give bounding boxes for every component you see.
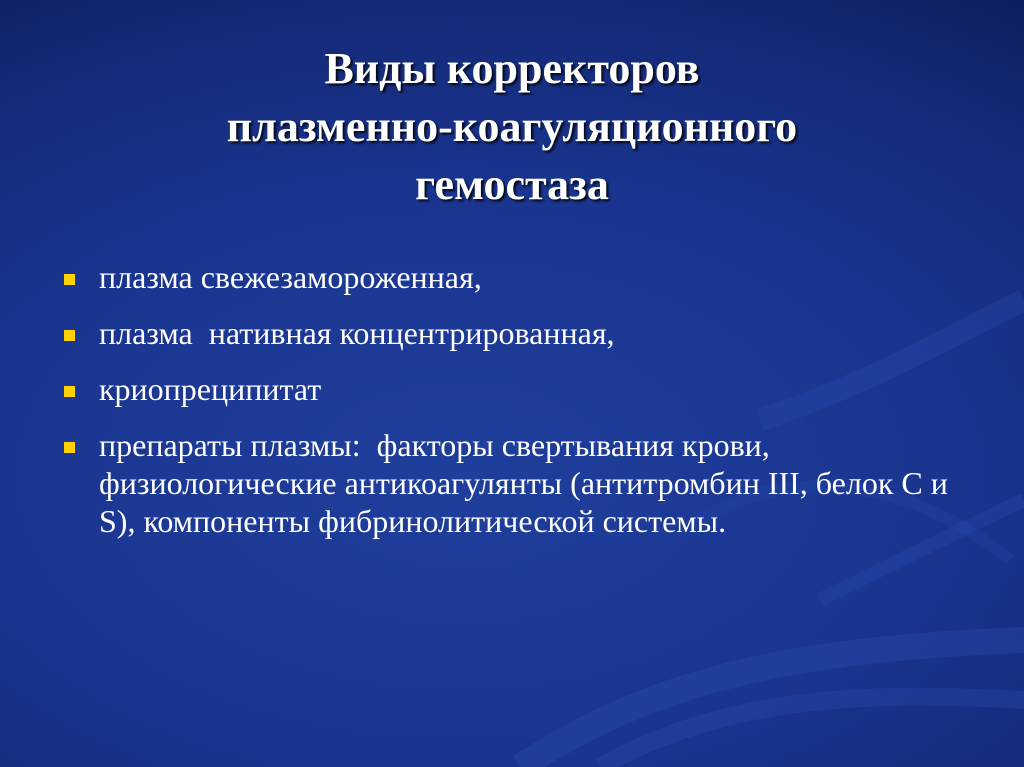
- bullet-list: [62, 258, 962, 558]
- bullet-item-native-plasma: [62, 314, 962, 352]
- bullet-text: плазма нативная концентрированная,: [99, 315, 615, 351]
- yellow-square-bullet-icon: [64, 274, 75, 285]
- bullet-item-cryoprecipitate: [62, 370, 962, 408]
- bullet-item-fresh-frozen-plasma: [62, 258, 962, 296]
- bullet-item-plasma-preparations: [62, 426, 962, 540]
- bullet-text: препараты плазмы: факторы свертывания крови, физиологические антикоагулянты (антитромбин III, белок C и S), компоненты фибринолитической системы.: [99, 427, 956, 539]
- yellow-square-bullet-icon: [64, 330, 75, 341]
- bullet-text: плазма свежезамороженная,: [99, 259, 482, 295]
- bullet-text: криопреципитат: [99, 371, 322, 407]
- yellow-square-bullet-icon: [64, 386, 75, 397]
- yellow-square-bullet-icon: [64, 442, 75, 453]
- title-line-2: плазменно-коагуляционного: [226, 102, 798, 151]
- slide-title: [120, 40, 904, 214]
- title-line-1: Виды корректоров: [324, 44, 700, 93]
- title-line-3: гемостаза: [415, 160, 609, 209]
